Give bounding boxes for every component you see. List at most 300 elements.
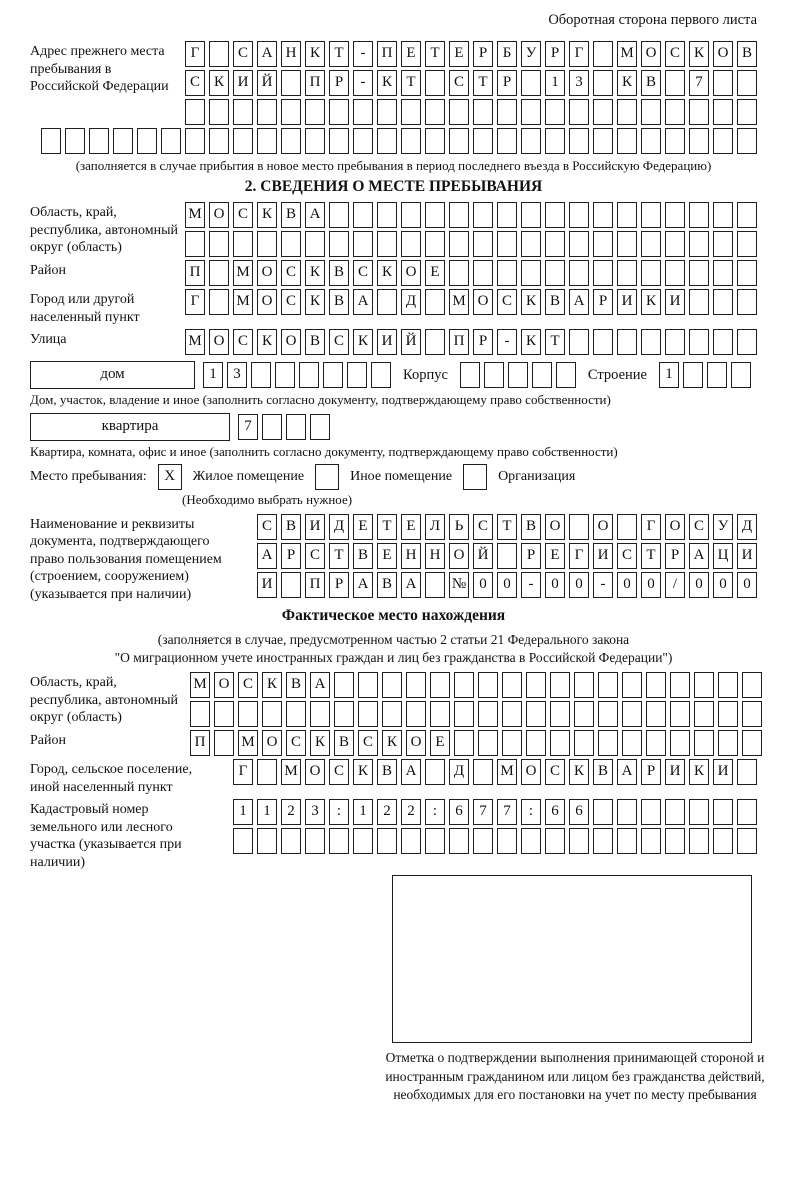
form-cell [731,362,751,388]
form-cell: К [521,329,541,355]
form-cell [713,289,733,315]
stay-type-option-zhiloe: Жилое помещение [192,468,305,484]
form-cell [89,128,109,154]
form-cell [545,202,565,228]
form-cell [646,730,666,756]
form-cell: Ь [449,514,469,540]
form-cell [449,260,469,286]
form-cell [670,701,690,727]
form-cell [665,99,685,125]
form-cell [275,362,295,388]
form-cell [569,128,589,154]
form-cell [665,128,685,154]
checkbox-org [463,464,487,490]
form-cell [299,362,319,388]
form-cell [713,99,733,125]
form-cell: С [233,41,253,67]
form-cell [646,672,666,698]
fact-gorod-block [30,759,757,796]
form-cell [41,128,61,154]
house-row [30,361,757,389]
form-cell: О [449,543,469,569]
form-cell [737,828,757,854]
form-cell: М [238,730,258,756]
form-cell: К [617,70,637,96]
form-cell: В [353,543,373,569]
form-cell [742,672,762,698]
form-cell: О [401,260,421,286]
apartment-cells [238,414,330,440]
form-cell [214,701,234,727]
form-cell: Д [329,514,349,540]
form-cell: М [185,329,205,355]
form-cell: Т [425,41,445,67]
form-cell: 0 [689,572,709,598]
oblast-label: Область, край, республика, автономный округ (область) [30,205,179,256]
form-cell: Т [401,70,421,96]
form-cell [401,99,421,125]
form-cell [689,202,709,228]
form-cell: Т [329,543,349,569]
form-cell: И [593,543,613,569]
form-cell [737,70,757,96]
form-cell [521,128,541,154]
form-cell [550,701,570,727]
form-cell [617,231,637,257]
form-cell: Д [737,514,757,540]
form-cell [425,828,445,854]
form-cell [329,828,349,854]
form-cell [329,128,349,154]
form-cell [550,672,570,698]
form-cell [574,701,594,727]
form-cell: О [593,514,613,540]
form-cell: 6 [569,799,589,825]
fact-caption-line1: (заполняется в случае, предусмотренном частью 2 статьи 21 Федерального закона [157,632,630,648]
form-cell [209,289,229,315]
form-cell [641,260,661,286]
form-cell: П [305,572,325,598]
form-cell [425,202,445,228]
form-cell [545,260,565,286]
form-cell: Ц [713,543,733,569]
form-cell [742,730,762,756]
stamp-caption: Отметка о подтверждении выполнения принимающей стороной и иностранным гражданином или лицом без гражданства действий, необходимых для его постановки на учет по месту пребывания [385,1050,765,1102]
form-cell [233,828,253,854]
form-cell: П [377,41,397,67]
form-cell: К [641,289,661,315]
form-cell: К [257,329,277,355]
form-cell: Н [425,543,445,569]
fact-gorod-label: Город, сельское поселение, иной населенный пункт [30,762,193,795]
form-cell: И [665,759,685,785]
form-cell [425,128,445,154]
fact-raion-label: Район [30,733,66,749]
form-cell [257,128,277,154]
form-cell: С [305,543,325,569]
form-cell [478,672,498,698]
form-cell [598,730,618,756]
house-box-label: дом [30,361,195,389]
form-cell [617,99,637,125]
form-cell [478,730,498,756]
form-cell: Л [425,514,445,540]
form-cell [406,701,426,727]
form-cell: 6 [449,799,469,825]
form-cell: Т [473,70,493,96]
form-cell [670,672,690,698]
form-cell: Т [497,514,517,540]
form-cell [257,828,277,854]
form-cell: С [281,289,301,315]
form-cell: / [665,572,685,598]
form-cell [401,128,421,154]
form-cell [334,701,354,727]
form-cell [593,231,613,257]
form-cell [713,260,733,286]
form-cell [209,99,229,125]
doc-row-2 [257,543,757,569]
stamp-box [392,875,752,1043]
form-cell: О [545,514,565,540]
form-cell: К [257,202,277,228]
form-cell: В [329,260,349,286]
form-cell: : [521,799,541,825]
form-cell [617,260,637,286]
form-cell: О [281,329,301,355]
form-cell: О [665,514,685,540]
form-cell [251,362,271,388]
form-cell [665,329,685,355]
form-cell: Р [545,41,565,67]
form-cell [502,701,522,727]
form-cell: Й [257,70,277,96]
fact-caption [30,631,757,666]
form-cell [665,231,685,257]
form-cell [593,260,613,286]
ulitsa-label: Улица [30,332,67,348]
form-cell: О [262,730,282,756]
form-cell [689,799,709,825]
form-cell: С [233,202,253,228]
prev-address-rows [185,41,757,125]
form-cell [425,289,445,315]
form-cell [257,759,277,785]
ulitsa-row [185,329,757,355]
form-cell: К [305,41,325,67]
form-cell [550,730,570,756]
form-cell [454,672,474,698]
form-cell [521,231,541,257]
form-cell: О [305,759,325,785]
form-cell [737,260,757,286]
form-cell [185,231,205,257]
form-cell: - [353,70,373,96]
form-cell [689,231,709,257]
form-cell [323,362,343,388]
form-cell [473,231,493,257]
fact-oblast-row-2 [190,701,762,727]
form-cell: Т [329,41,349,67]
form-cell: 3 [227,362,247,388]
form-cell: О [473,289,493,315]
form-cell: № [449,572,469,598]
fact-raion-block [30,730,757,756]
form-cell: К [209,70,229,96]
form-cell [593,329,613,355]
form-cell [473,128,493,154]
form-cell [617,128,637,154]
korpus-label: Корпус [403,366,448,383]
form-cell [497,828,517,854]
form-cell: 0 [497,572,517,598]
form-cell: Б [497,41,517,67]
form-cell: 1 [353,799,373,825]
form-cell: П [185,260,205,286]
form-cell [113,128,133,154]
form-cell: 7 [473,799,493,825]
form-cell [641,231,661,257]
form-cell: К [353,329,373,355]
form-cell [737,128,757,154]
form-cell: К [382,730,402,756]
form-cell: С [329,329,349,355]
form-cell: 1 [545,70,565,96]
form-cell [526,672,546,698]
form-cell [449,128,469,154]
form-cell [689,128,709,154]
stay-type-option-org: Организация [498,468,576,484]
form-cell [497,202,517,228]
form-cell [310,414,330,440]
form-cell: К [262,672,282,698]
form-cell [347,362,367,388]
form-cell [713,828,733,854]
oblast-row-1 [185,202,757,228]
form-cell [545,231,565,257]
form-cell [425,70,445,96]
form-cell: Е [449,41,469,67]
form-cell [65,128,85,154]
form-cell: 1 [233,799,253,825]
form-cell [617,514,637,540]
form-cell [497,543,517,569]
form-cell: И [257,572,277,598]
form-cell [665,260,685,286]
form-cell: 0 [737,572,757,598]
form-cell: А [401,572,421,598]
form-cell: О [713,41,733,67]
form-cell [737,99,757,125]
form-cell [305,128,325,154]
form-cell [190,701,210,727]
form-cell [281,231,301,257]
form-cell [737,329,757,355]
form-cell: И [737,543,757,569]
form-cell [641,828,661,854]
fact-oblast-row-1 [190,672,762,698]
form-cell: С [353,260,373,286]
form-cell: У [713,514,733,540]
form-cell: Р [593,289,613,315]
form-cell [689,289,709,315]
form-cell: Р [473,41,493,67]
form-cell: Е [377,543,397,569]
form-cell: С [449,70,469,96]
form-cell: 2 [401,799,421,825]
form-cell [593,99,613,125]
form-cell: С [358,730,378,756]
form-cell [449,231,469,257]
form-cell: С [665,41,685,67]
form-cell [334,672,354,698]
form-cell [305,231,325,257]
form-cell [707,362,727,388]
section2-title: 2. СВЕДЕНИЯ О МЕСТЕ ПРЕБЫВАНИЯ [244,178,543,196]
form-cell [449,99,469,125]
stroenie-label: Строение [587,366,647,383]
form-cell [694,672,714,698]
form-cell: В [737,41,757,67]
form-cell: К [569,759,589,785]
form-cell: Й [473,543,493,569]
form-cell: Е [401,41,421,67]
form-cell: А [257,543,277,569]
form-cell: М [617,41,637,67]
form-cell [532,362,552,388]
form-cell [425,329,445,355]
form-cell [569,514,589,540]
form-cell [665,828,685,854]
form-cell: К [377,260,397,286]
stay-type-row [30,464,757,490]
form-cell [209,260,229,286]
form-cell: Р [497,70,517,96]
form-cell [473,202,493,228]
form-cell: В [521,514,541,540]
form-cell [329,99,349,125]
form-cell: Е [430,730,450,756]
form-cell [593,70,613,96]
header-note: Оборотная сторона первого листа [548,12,757,28]
form-cell [593,41,613,67]
form-cell [718,672,738,698]
form-cell: 0 [569,572,589,598]
form-cell: О [406,730,426,756]
form-cell [737,202,757,228]
form-cell [502,730,522,756]
form-cell [521,260,541,286]
form-cell [641,202,661,228]
prev-address-row-2 [185,70,757,96]
form-cell [622,730,642,756]
form-cell: И [617,289,637,315]
form-cell: 0 [473,572,493,598]
form-cell [353,828,373,854]
form-cell: А [310,672,330,698]
form-cell [377,231,397,257]
form-cell [281,128,301,154]
ulitsa-block [30,329,757,355]
prev-address-row-3 [185,99,757,125]
form-cell [569,202,589,228]
form-cell: А [401,759,421,785]
form-cell: Р [329,70,349,96]
form-cell [569,329,589,355]
fact-gorod-row [233,759,757,785]
form-cell [454,701,474,727]
form-cell: - [353,41,373,67]
form-cell: 0 [713,572,733,598]
form-cell [737,799,757,825]
form-cell: Д [449,759,469,785]
korpus-cells [460,362,576,388]
form-cell: И [233,70,253,96]
form-cell: М [185,202,205,228]
prev-address-row-1 [185,41,757,67]
form-cell: Е [545,543,565,569]
form-cell: М [281,759,301,785]
form-cell: 1 [659,362,679,388]
form-cell: Е [353,514,373,540]
form-cell: И [713,759,733,785]
form-cell: В [641,70,661,96]
form-cell: П [190,730,210,756]
fact-raion-row [190,730,762,756]
form-cell [569,260,589,286]
form-cell: С [233,329,253,355]
form-cell: К [353,759,373,785]
form-cell [521,99,541,125]
form-cell [526,701,546,727]
form-cell [713,202,733,228]
form-cell [574,672,594,698]
doc-label: Наименование и реквизиты документа, подтверждающего право пользования помещением (строением, сооружением) (указывается при наличии) [30,516,222,602]
form-cell: С [545,759,565,785]
kadastr-label: Кадастровый номер земельного или лесного участка (указывается при наличии) [30,802,182,870]
stay-type-note: (Необходимо выбрать нужное) [182,491,353,507]
form-cell: О [521,759,541,785]
form-cell: 0 [641,572,661,598]
form-cell [641,799,661,825]
form-cell: 1 [257,799,277,825]
form-cell: А [305,202,325,228]
form-cell [425,572,445,598]
form-cell [641,329,661,355]
form-cell: 0 [617,572,637,598]
form-cell [713,70,733,96]
form-cell [377,828,397,854]
form-cell [593,128,613,154]
form-cell [617,799,637,825]
form-cell: В [281,202,301,228]
form-cell [329,202,349,228]
form-cell [737,231,757,257]
form-cell [257,99,277,125]
form-cell [617,202,637,228]
form-cell: Т [377,514,397,540]
form-cell [281,572,301,598]
form-cell: : [425,799,445,825]
house-caption: Дом, участок, владение и иное (заполнить согласно документу, подтверждающему право собственности) [30,392,611,408]
form-cell [622,672,642,698]
form-cell [425,99,445,125]
form-cell [556,362,576,388]
form-cell [683,362,703,388]
form-cell: 7 [497,799,517,825]
fact-oblast-label: Область, край, республика, автономный округ (область) [30,675,179,726]
form-cell: К [305,260,325,286]
